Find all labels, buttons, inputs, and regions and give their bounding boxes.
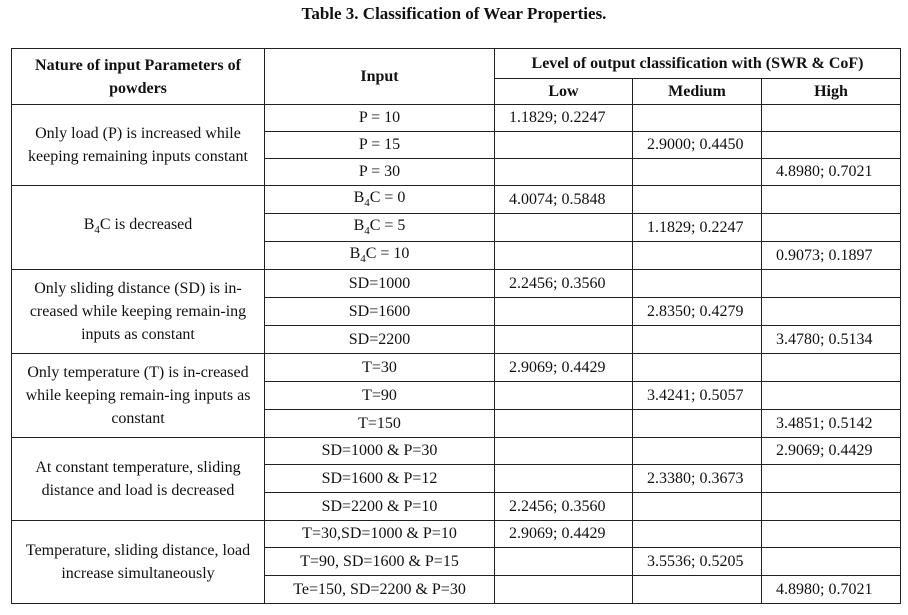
low-cell xyxy=(495,242,633,270)
low-cell xyxy=(495,326,633,354)
medium-cell: 1.1829; 0.2247 xyxy=(633,214,762,242)
low-cell xyxy=(495,159,633,186)
low-cell xyxy=(495,465,633,493)
medium-cell: 2.9000; 0.4450 xyxy=(633,132,762,159)
nature-text-pre: B xyxy=(83,215,95,233)
medium-cell xyxy=(633,410,762,438)
input-pre: B xyxy=(349,245,361,263)
medium-cell xyxy=(633,354,762,382)
nature-text-post: C is decreased xyxy=(99,215,193,233)
table-caption: Table 3. Classification of Wear Properties. xyxy=(301,4,607,23)
input-cell: T=90, SD=1600 & P=15 xyxy=(265,548,495,576)
input-cell: SD=1600 xyxy=(265,298,495,326)
medium-cell xyxy=(633,576,762,604)
high-cell xyxy=(762,465,901,493)
medium-cell: 3.4241; 0.5057 xyxy=(633,382,762,410)
input-cell: SD=1600 & P=12 xyxy=(265,465,495,493)
input-cell: SD=2200 & P=10 xyxy=(265,493,495,521)
low-cell xyxy=(495,382,633,410)
high-cell: 4.8980; 0.7021 xyxy=(762,576,901,604)
input-post: C = 10 xyxy=(365,245,410,263)
header-high: High xyxy=(762,79,901,105)
group-nature: Temperature, sliding distance, load increase simultaneously xyxy=(12,521,265,604)
input-cell xyxy=(265,186,495,214)
medium-cell xyxy=(633,438,762,465)
input-cell: T=90 xyxy=(265,382,495,410)
input-subscript: 4 xyxy=(364,225,370,238)
medium-cell: 2.3380; 0.3673 xyxy=(633,465,762,493)
medium-cell xyxy=(633,270,762,298)
low-cell xyxy=(495,410,633,438)
high-cell xyxy=(762,354,901,382)
input-cell: SD=2200 xyxy=(265,326,495,354)
high-cell xyxy=(762,186,901,214)
input-cell: Te=150, SD=2200 & P=30 xyxy=(265,576,495,604)
input-cell xyxy=(265,242,495,270)
input-cell: SD=1000 & P=30 xyxy=(265,438,495,465)
table-row xyxy=(12,438,901,465)
input-cell: P = 30 xyxy=(265,159,495,186)
medium-cell xyxy=(633,326,762,354)
medium-cell: 3.5536; 0.5205 xyxy=(633,548,762,576)
medium-cell: 2.8350; 0.4279 xyxy=(633,298,762,326)
high-cell: 4.8980; 0.7021 xyxy=(762,159,901,186)
low-cell xyxy=(495,576,633,604)
input-post: C = 0 xyxy=(369,189,406,207)
high-cell xyxy=(762,548,901,576)
medium-cell xyxy=(633,242,762,270)
input-cell: SD=1000 xyxy=(265,270,495,298)
high-cell xyxy=(762,132,901,159)
low-cell xyxy=(495,132,633,159)
input-cell: P = 15 xyxy=(265,132,495,159)
header-level: Level of output classification with (SWR & CoF) xyxy=(495,49,901,79)
header-nature: Nature of input Parameters of powders xyxy=(12,49,265,105)
table-row xyxy=(12,105,901,132)
high-cell xyxy=(762,382,901,410)
high-cell: 3.4851; 0.5142 xyxy=(762,410,901,438)
input-pre: B xyxy=(353,217,365,235)
low-cell: 1.1829; 0.2247 xyxy=(495,105,633,132)
input-cell: T=30,SD=1000 & P=10 xyxy=(265,521,495,548)
wear-properties-table xyxy=(11,48,901,604)
group-nature: Only load (P) is increased while keeping remaining inputs constant xyxy=(12,105,265,186)
input-cell: P = 10 xyxy=(265,105,495,132)
group-nature xyxy=(12,186,265,270)
low-cell xyxy=(495,438,633,465)
low-cell: 2.2456; 0.3560 xyxy=(495,270,633,298)
table-row xyxy=(12,270,901,298)
table-row xyxy=(12,354,901,382)
low-cell: 2.9069; 0.4429 xyxy=(495,354,633,382)
group-nature: Only sliding distance (SD) is in-creased while keeping remain-ing inputs as constant xyxy=(12,270,265,354)
medium-cell xyxy=(633,521,762,548)
input-cell: T=30 xyxy=(265,354,495,382)
input-subscript: 4 xyxy=(360,253,366,266)
group-nature: Only temperature (T) is in-creased while keeping remain-ing inputs as constant xyxy=(12,354,265,438)
medium-cell xyxy=(633,493,762,521)
nature-subscript: 4 xyxy=(94,224,100,237)
high-cell xyxy=(762,493,901,521)
low-cell: 2.9069; 0.4429 xyxy=(495,521,633,548)
header-low: Low xyxy=(495,79,633,105)
high-cell xyxy=(762,270,901,298)
medium-cell xyxy=(633,105,762,132)
header-medium: Medium xyxy=(633,79,762,105)
low-cell xyxy=(495,214,633,242)
low-cell xyxy=(495,548,633,576)
high-cell xyxy=(762,214,901,242)
input-post: C = 5 xyxy=(369,217,406,235)
high-cell xyxy=(762,298,901,326)
high-cell: 0.9073; 0.1897 xyxy=(762,242,901,270)
table-row xyxy=(12,521,901,548)
medium-cell xyxy=(633,159,762,186)
high-cell: 3.4780; 0.5134 xyxy=(762,326,901,354)
input-cell xyxy=(265,214,495,242)
medium-cell xyxy=(633,186,762,214)
input-subscript: 4 xyxy=(364,197,370,210)
high-cell xyxy=(762,105,901,132)
low-cell: 2.2456; 0.3560 xyxy=(495,493,633,521)
high-cell xyxy=(762,521,901,548)
header-input: Input xyxy=(265,49,495,105)
input-cell: T=150 xyxy=(265,410,495,438)
table-row xyxy=(12,186,901,214)
group-nature: At constant temperature, sliding distance and load is decreased xyxy=(12,438,265,521)
low-cell: 4.0074; 0.5848 xyxy=(495,186,633,214)
input-pre: B xyxy=(353,189,365,207)
high-cell: 2.9069; 0.4429 xyxy=(762,438,901,465)
low-cell xyxy=(495,298,633,326)
